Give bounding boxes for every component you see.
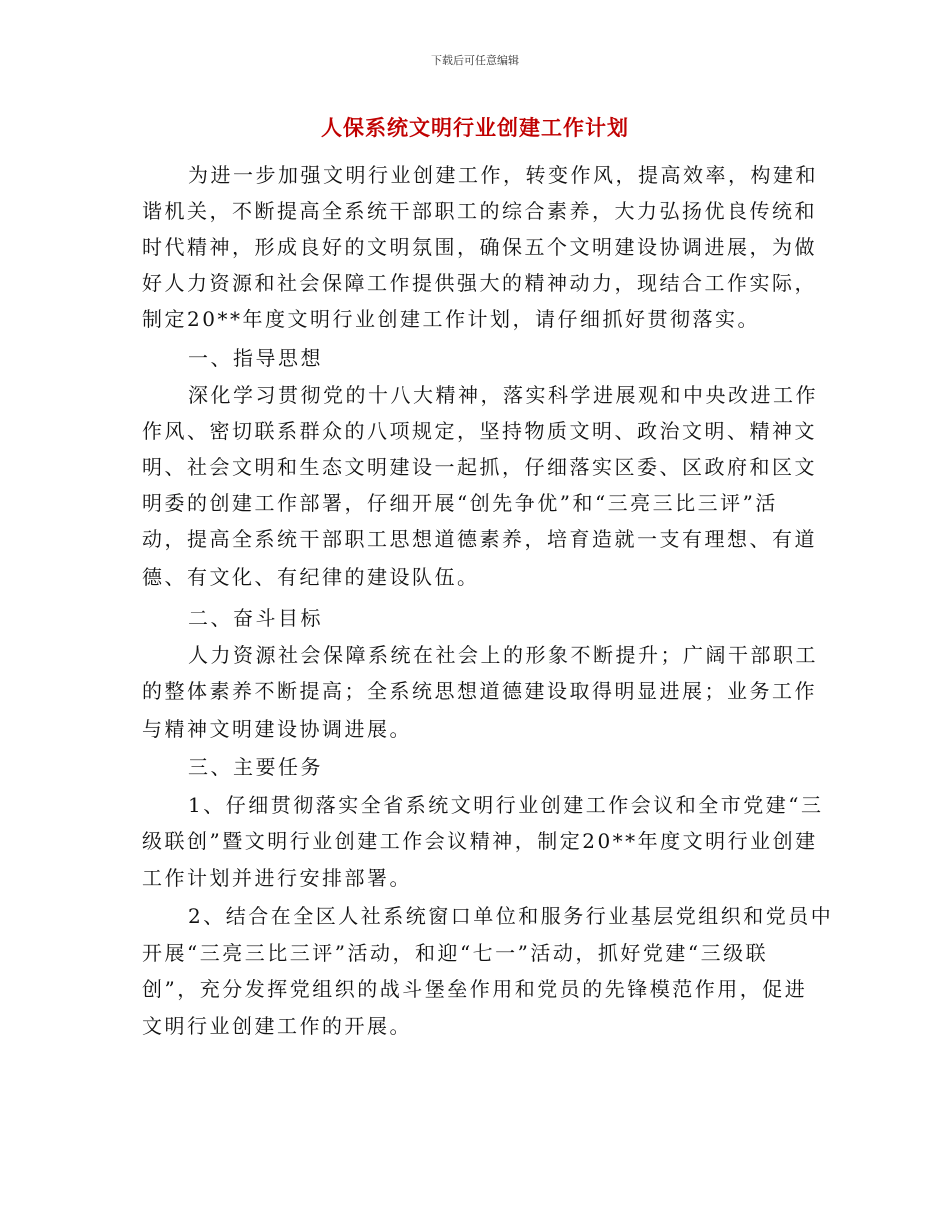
intro-line-1: 为进一步加强文明行业创建工作，转变作风，提高效率，构建和: [188, 163, 818, 187]
section2-line-1: 人力资源社会保障系统在社会上的形象不断提升；广阔干部职工: [188, 643, 818, 667]
task1-line-2: 级联创”暨文明行业创建工作会议精神，制定20**年度文明行业创建: [142, 829, 818, 853]
section-heading-3: 三、主要任务: [188, 755, 323, 779]
task1-line-1: 1、仔细贯彻落实全省系统文明行业创建工作会议和全市党建“三: [188, 793, 824, 817]
section1-line-5: 动，提高全系统干部职工思想道德素养，培育造就一支有理想、有道: [142, 527, 817, 551]
intro-line-5: 制定20**年度文明行业创建工作计划，请仔细抓好贯彻落实。: [142, 307, 760, 331]
section1-line-2: 作风、密切联系群众的八项规定，坚持物质文明、政治文明、精神文: [142, 419, 817, 443]
section1-line-1: 深化学习贯彻党的十八大精神，落实科学进展观和中央改进工作: [188, 383, 818, 407]
section2-line-3: 与精神文明建设协调进展。: [142, 717, 412, 741]
section-heading-2: 二、奋斗目标: [188, 606, 323, 630]
intro-line-4: 好人力资源和社会保障工作提供强大的精神动力，现结合工作实际，: [142, 271, 817, 295]
task2-line-2: 开展“三亮三比三评”活动，和迎“七一”活动，抓好党建“三级联: [142, 941, 769, 965]
task2-line-4: 文明行业创建工作的开展。: [142, 1014, 412, 1038]
section2-line-2: 的整体素养不断提高；全系统思想道德建设取得明显进展；业务工作: [142, 679, 817, 703]
task2-line-1: 2、结合在全区人社系统窗口单位和服务行业基层党组织和党员中: [188, 904, 834, 928]
section1-line-4: 明委的创建工作部署，仔细开展“创先争优”和“三亮三比三评”活: [142, 491, 778, 515]
task2-line-3: 创”，充分发挥党组织的战斗堡垒作用和党员的先锋模范作用，促进: [142, 977, 808, 1001]
section1-line-6: 德、有文化、有纪律的建设队伍。: [142, 565, 480, 589]
header-note: 下载后可任意编辑: [431, 54, 519, 67]
task1-line-3: 工作计划并进行安排部署。: [142, 866, 412, 890]
document-title: 人保系统文明行业创建工作计划: [321, 116, 629, 140]
section-heading-1: 一、指导思想: [188, 346, 323, 370]
intro-line-2: 谐机关，不断提高全系统干部职工的综合素养，大力弘扬优良传统和: [142, 199, 817, 223]
intro-line-3: 时代精神，形成良好的文明氛围，确保五个文明建设协调进展，为做: [142, 235, 817, 259]
section1-line-3: 明、社会文明和生态文明建设一起抓，仔细落实区委、区政府和区文: [142, 455, 817, 479]
